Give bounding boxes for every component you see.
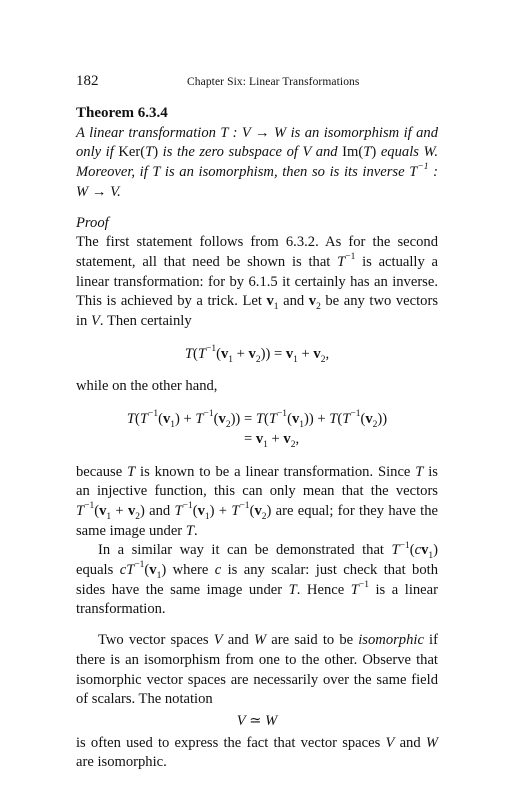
proof-label: Proof [76, 214, 109, 231]
notation-display: V ≃ W [236, 712, 278, 729]
page-body [76, 104, 438, 773]
theorem-title: Theorem 6.3.4 [76, 105, 168, 121]
theorem-statement: A linear transformation T : V → W is an isomorphism if and only if Ker(T) is the zero subspace of V and Im(T) equals W. Moreover, if T is an isomorphism, then so is its inverse $T^{-1}$ : W → V. [76, 124, 438, 200]
equation-2: $T(T^{-1}(v_1) + T^{-1}(v_2))$ = $T(T^{-1}(v_1)) + T(T^{-1}(v_2))$ = $v_1 + v_2$, [126, 409, 388, 450]
proof-paragraph-4: In a similar way it can be demonstrated that $T^{-1}(cv_1)$ equals $cT^{-1}(v_1)$ where c is any scalar: just check that both sides have the same image under T. Hence $T^{-1}$ is a linear transformation. [76, 540, 438, 618]
proof-paragraph-1: The first statement follows from 6.3.2. As for the second statement, all that need be shown is that $T^{-1}$ is actually a linear transformation: for by 6.1.5 it certainly has an inverse. This is achieved by a trick. Let $v_1$ and $v_2$ be any two vectors in V. Then certainly [76, 234, 438, 330]
page-number: 182 [76, 73, 99, 89]
closing-paragraph: is often used to express the fact that vector spaces V and W are isomorphic. [76, 734, 438, 771]
definition-paragraph: Two vector spaces V and W are said to be isomorphic if there is an isomorphism from one to the other. Observe that isomorphic vector spaces are necessarily over the same field of scalars. The notation [76, 632, 438, 708]
equation-1: $T(T^{-1}(v_1 + v_2)) = v_1 + v_2$, [184, 343, 330, 365]
running-title: Chapter Six: Linear Transformations [187, 76, 360, 88]
proof-paragraph-2: while on the other hand, [76, 378, 218, 395]
proof-paragraph-3: because T is known to be a linear transformation. Since T is an injective function, this can only mean that the vectors $T^{-1}(v_1 + v_2)$ and $T^{-1}(v_1) + T^{-1}(v_2)$ are equal; for they have the same image under T. [76, 463, 439, 539]
defined-term: isomorphic [358, 632, 424, 649]
